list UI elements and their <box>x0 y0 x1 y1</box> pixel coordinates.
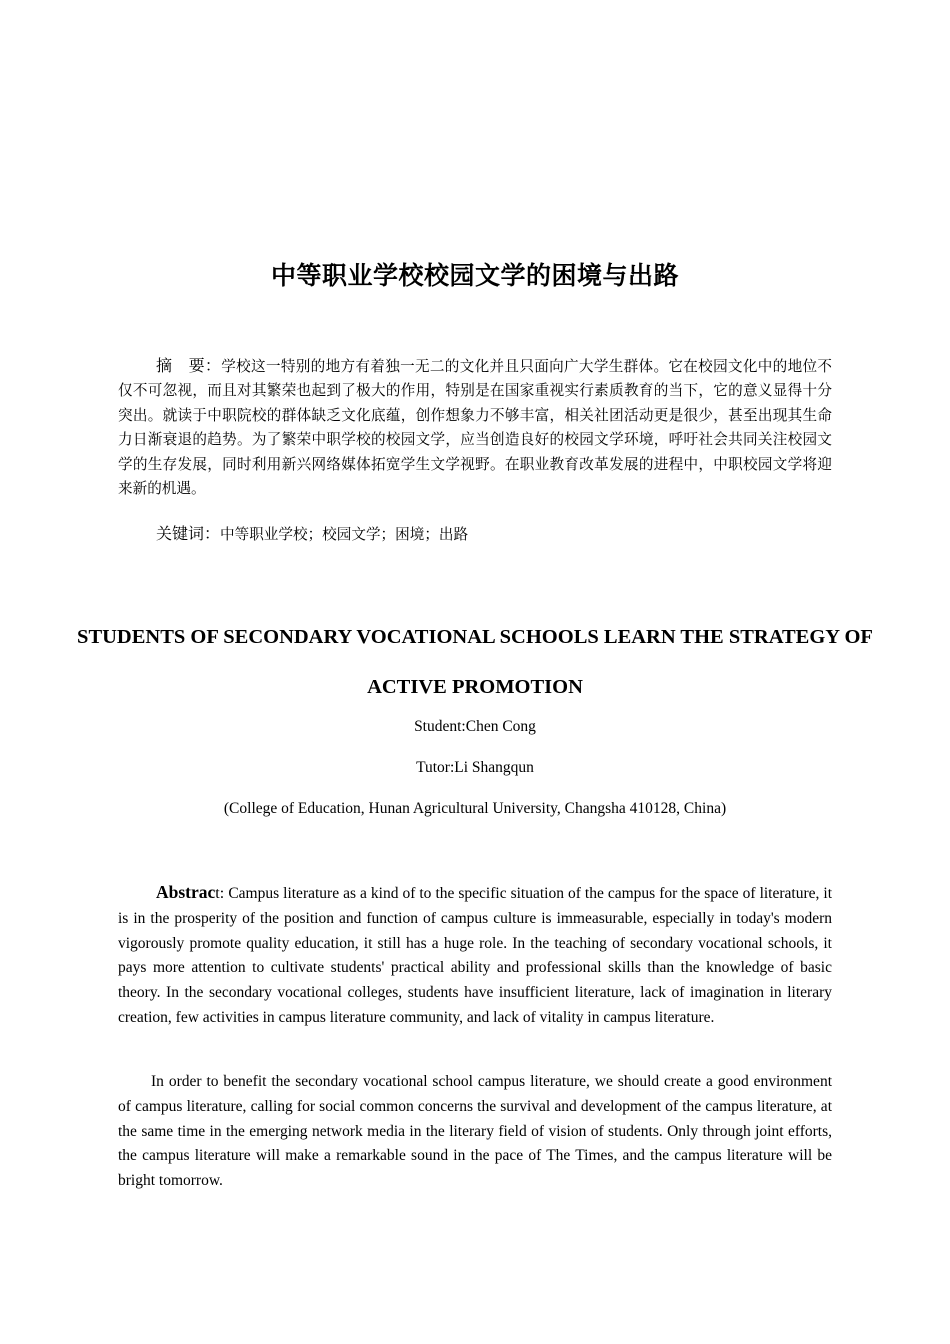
english-abstract-label: Abstrac <box>156 882 216 902</box>
english-abstract-label-tail: t: <box>215 885 229 902</box>
student-name: Student:Chen Cong <box>414 718 536 735</box>
chinese-keywords-text: 中等职业学校；校园文学；困境；出路 <box>220 526 469 543</box>
chinese-abstract <box>118 354 832 501</box>
chinese-title: 中等职业学校校园文学的困境与出路 <box>270 261 679 290</box>
english-title: STUDENTS OF SECONDARY VOCATIONAL SCHOOLS LEARN THE STRATEGY OF ACTIVE PROMOTION <box>77 626 873 698</box>
english-abstract-text-1: Campus literature as a kind of to the specific situation of the campus for the space of literature, it is in the prosperity of the position and function of campus culture is immeasurable, especially in today's modern vigorously promote quality education, it still has a huge role. In the teaching of secondary vocational schools, it pays more attention to cultivate students' practical ability and professional skills than the knowledge of basic theory. In the secondary vocational colleges, students have insufficient literature, lack of imagination in literary creation, few activities in campus literature community, and lack of vitality in campus literature. <box>118 885 833 1026</box>
affiliation: (College of Education, Hunan Agricultural University, Changsha 410128, China) <box>223 800 727 817</box>
chinese-keywords <box>118 521 832 544</box>
english-abstract-paragraph-1 <box>118 880 832 1031</box>
chinese-keywords-label: 关键词： <box>156 524 221 543</box>
tutor-name: Tutor:Li Shangqun <box>416 759 534 776</box>
chinese-abstract-label: 摘 要： <box>156 356 222 375</box>
chinese-abstract-text: 学校这一特别的地方有着独一无二的文化并且只面向广大学生群体。它在校园文化中的地位不仅不可忽视，而且对其繁荣也起到了极大的作用，特别是在国家重视实行素质教育的当下，它的意义显得十分突出。就读于中职院校的群体缺乏文化底蕴，创作想象力不够丰富，相关社团活动更是很少，甚至出现其生命力日渐衰退的趋势。为了繁荣中职学校的校园文学，应当创造良好的校园文学环境，呼吁社会共同关注校园文学的生存发展，同时利用新兴网络媒体拓宽学生文学视野。在职业教育改革发展的进程中，中职校园文学将迎来新的机遇。 <box>118 358 832 498</box>
english-abstract-paragraph-2: In order to benefit the secondary vocational school campus literature, we should create a good environment of campus literature, calling for social common concerns the survival and development of the campus literature, at the same time in the emerging network media in the literary field of vision of students. Only through joint efforts, the campus literature will make a remarkable sound in the pace of The Times, and the campus literature will be bright tomorrow. <box>118 1073 832 1190</box>
